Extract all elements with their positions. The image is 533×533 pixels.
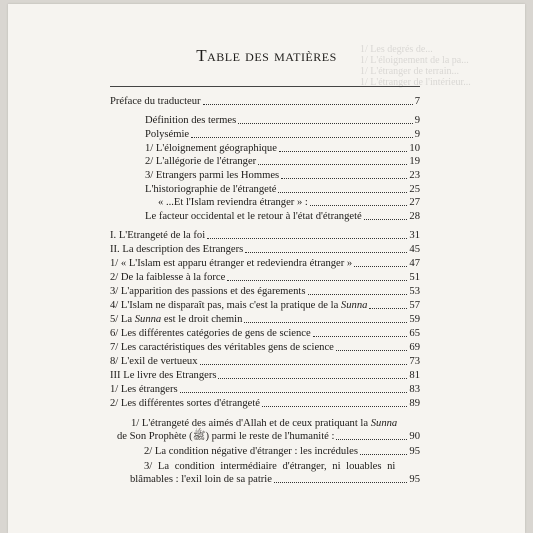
dot-leader — [244, 322, 407, 323]
toc-entry-line — [131, 418, 420, 431]
toc-entry-page: 73 — [409, 356, 420, 367]
toc-entry[interactable] — [145, 184, 420, 196]
toc-entry-page: 57 — [409, 300, 420, 311]
toc-entry[interactable] — [145, 211, 420, 223]
toc-entry-title — [110, 300, 367, 312]
toc-entry-text: 1/ L'étrangeté des aimés d'Allah et de ceux pratiquant la — [131, 418, 371, 429]
toc-entry[interactable] — [110, 398, 420, 410]
dot-leader — [336, 439, 407, 440]
toc-entry-title: I. L'Etrangeté de la foi — [110, 230, 206, 241]
toc-entry[interactable] — [110, 258, 420, 270]
toc-entry-title — [110, 314, 242, 326]
dot-leader — [191, 137, 413, 138]
toc-entry[interactable] — [144, 446, 420, 458]
toc-entry-title: L'historiographie de l'étrangeté — [145, 184, 277, 195]
toc-entry[interactable] — [145, 115, 420, 127]
toc-entry-page: 53 — [409, 286, 420, 297]
toc-entry-italic: Sunna — [340, 300, 368, 311]
dot-leader — [310, 205, 408, 206]
dot-leader — [281, 178, 407, 179]
dot-leader — [238, 123, 413, 124]
toc-entry-page: 51 — [409, 272, 420, 283]
toc-entry[interactable] — [158, 197, 420, 209]
toc-entry-page: 83 — [409, 384, 420, 395]
toc-entry-title: 6/ Les différentes catégories de gens de science — [110, 328, 311, 339]
toc-entry-title: II. La description des Etrangers — [110, 244, 244, 255]
toc-entry-page: 90 — [409, 430, 420, 442]
dot-leader — [200, 364, 408, 365]
toc-entry-line — [117, 431, 420, 444]
toc-entry-title: Définition des termes — [145, 115, 237, 126]
toc-entry-title: Préface du traducteur — [110, 96, 201, 107]
toc-entry-title: 1/ « L'Islam est apparu étranger et redeviendra étranger » — [110, 258, 353, 269]
toc-entry-page: 89 — [409, 398, 420, 409]
toc-entry-text: 4/ L'Islam ne disparaît pas, mais c'est la pratique de la — [110, 300, 341, 311]
dot-leader — [274, 482, 407, 483]
toc-entry-title: 2/ La condition négative d'étranger : les incrédules — [144, 446, 359, 457]
toc-entry-text: blâmables : l'exil loin de sa patrie — [130, 473, 272, 485]
dot-leader — [218, 378, 407, 379]
dot-leader — [364, 219, 408, 220]
dot-leader — [313, 336, 408, 337]
toc-entry-text: 3/ La condition intermédiaire d'étranger, ni louables ni — [144, 461, 396, 472]
dot-leader — [308, 294, 408, 295]
toc-entry[interactable] — [145, 143, 420, 155]
toc-entry-multiline[interactable] — [130, 461, 420, 486]
dot-leader — [278, 192, 407, 193]
toc-entry-page: 65 — [409, 328, 420, 339]
toc-entry-page: 19 — [409, 156, 420, 167]
toc-entry-title: 1/ Les étrangers — [110, 384, 178, 395]
toc-entry-page: 47 — [409, 258, 420, 269]
toc-entry-title: 2/ De la faiblesse à la force — [110, 272, 226, 283]
toc-entry-page: 23 — [409, 170, 420, 181]
toc-entry[interactable] — [110, 370, 420, 382]
ghost-line: 1/ L'éloignement de la pa... — [360, 55, 469, 66]
dot-leader — [262, 406, 407, 407]
toc-entry-page: 45 — [409, 244, 420, 255]
dot-leader — [245, 252, 407, 253]
dot-leader — [354, 266, 407, 267]
toc-entry-page: 95 — [409, 473, 420, 485]
page-title: Table des matières — [196, 46, 337, 65]
dot-leader — [369, 308, 407, 309]
toc-entry-italic: Sunna — [370, 418, 398, 429]
toc-entry-page: 10 — [409, 143, 420, 154]
toc-entry[interactable] — [110, 328, 420, 340]
toc-entry-page: 59 — [409, 314, 420, 325]
toc-entry[interactable] — [110, 96, 420, 108]
dot-leader — [180, 392, 408, 393]
toc-entry[interactable] — [110, 230, 420, 242]
toc-entry-title: 2/ Les différentes sortes d'étrangeté — [110, 398, 260, 409]
toc-entry-title — [131, 418, 397, 431]
toc-entry-page: 28 — [409, 211, 420, 222]
toc-entry[interactable] — [110, 300, 420, 312]
ghost-line: 1/ L'étranger de terrain... — [360, 66, 459, 77]
toc-entry-title: 3/ L'apparition des passions et des égarements — [110, 286, 306, 297]
toc-entry[interactable] — [110, 314, 420, 326]
dot-leader — [227, 280, 407, 281]
toc-entry-text: 5/ La — [110, 314, 135, 325]
toc-entry-title: 3/ Etrangers parmi les Hommes — [145, 170, 280, 181]
toc-entry-line — [144, 461, 420, 474]
toc-entry-line — [130, 474, 420, 487]
toc-entry[interactable] — [145, 129, 420, 141]
title-divider — [110, 86, 420, 87]
toc-entry-page: 69 — [409, 342, 420, 353]
toc-entry-title: 8/ L'exil de vertueux — [110, 356, 198, 367]
dot-leader — [207, 238, 407, 239]
dot-leader — [279, 151, 407, 152]
toc-entry[interactable] — [145, 170, 420, 182]
ghost-line: 1/ Les degrés de... — [360, 44, 433, 55]
toc-entry-text: de Son Prophète (ﷺ) parmi le reste de l'humanité : — [117, 430, 335, 442]
toc-entry[interactable] — [110, 342, 420, 354]
toc-entry-italic: Sunna — [134, 314, 162, 325]
toc-entry-text: est le droit chemin — [161, 314, 243, 325]
toc-entry[interactable] — [145, 156, 420, 168]
toc-entry-title: 1/ L'éloignement géographique — [145, 143, 277, 154]
toc-entry-page: 25 — [409, 184, 420, 195]
toc-entry-page: 31 — [409, 230, 420, 241]
toc-entry-page: 7 — [414, 96, 420, 107]
dot-leader — [336, 350, 408, 351]
toc-entry-page: 95 — [409, 446, 420, 457]
toc-entry-page: 81 — [409, 370, 420, 381]
ghost-line: 1/ L'étranger de l'intérieur... — [360, 77, 471, 88]
toc-entry[interactable] — [110, 244, 420, 256]
toc-entry[interactable] — [110, 356, 420, 368]
toc-entry-page: 27 — [409, 197, 420, 208]
toc-entry-title: 7/ Les caractéristiques des véritables gens de science — [110, 342, 334, 353]
dot-leader — [258, 164, 407, 165]
toc-entry-multiline[interactable] — [117, 418, 420, 443]
toc-entry-title: Le facteur occidental et le retour à l'état d'étrangeté — [145, 211, 362, 222]
toc-entry-title: Polysémie — [145, 129, 190, 140]
toc-entry-title: III Le livre des Etrangers — [110, 370, 217, 381]
toc-entry-page: 9 — [414, 115, 420, 126]
toc-entry-title: « ...Et l'Islam reviendra étranger » : — [158, 197, 308, 208]
toc-entry[interactable] — [110, 384, 420, 396]
dot-leader — [203, 104, 413, 105]
toc-entry[interactable] — [110, 286, 420, 298]
toc-entry-page: 9 — [414, 129, 420, 140]
toc-entry[interactable] — [110, 272, 420, 284]
dot-leader — [360, 454, 407, 455]
toc-entry-title: 2/ L'allégorie de l'étranger — [145, 156, 257, 167]
